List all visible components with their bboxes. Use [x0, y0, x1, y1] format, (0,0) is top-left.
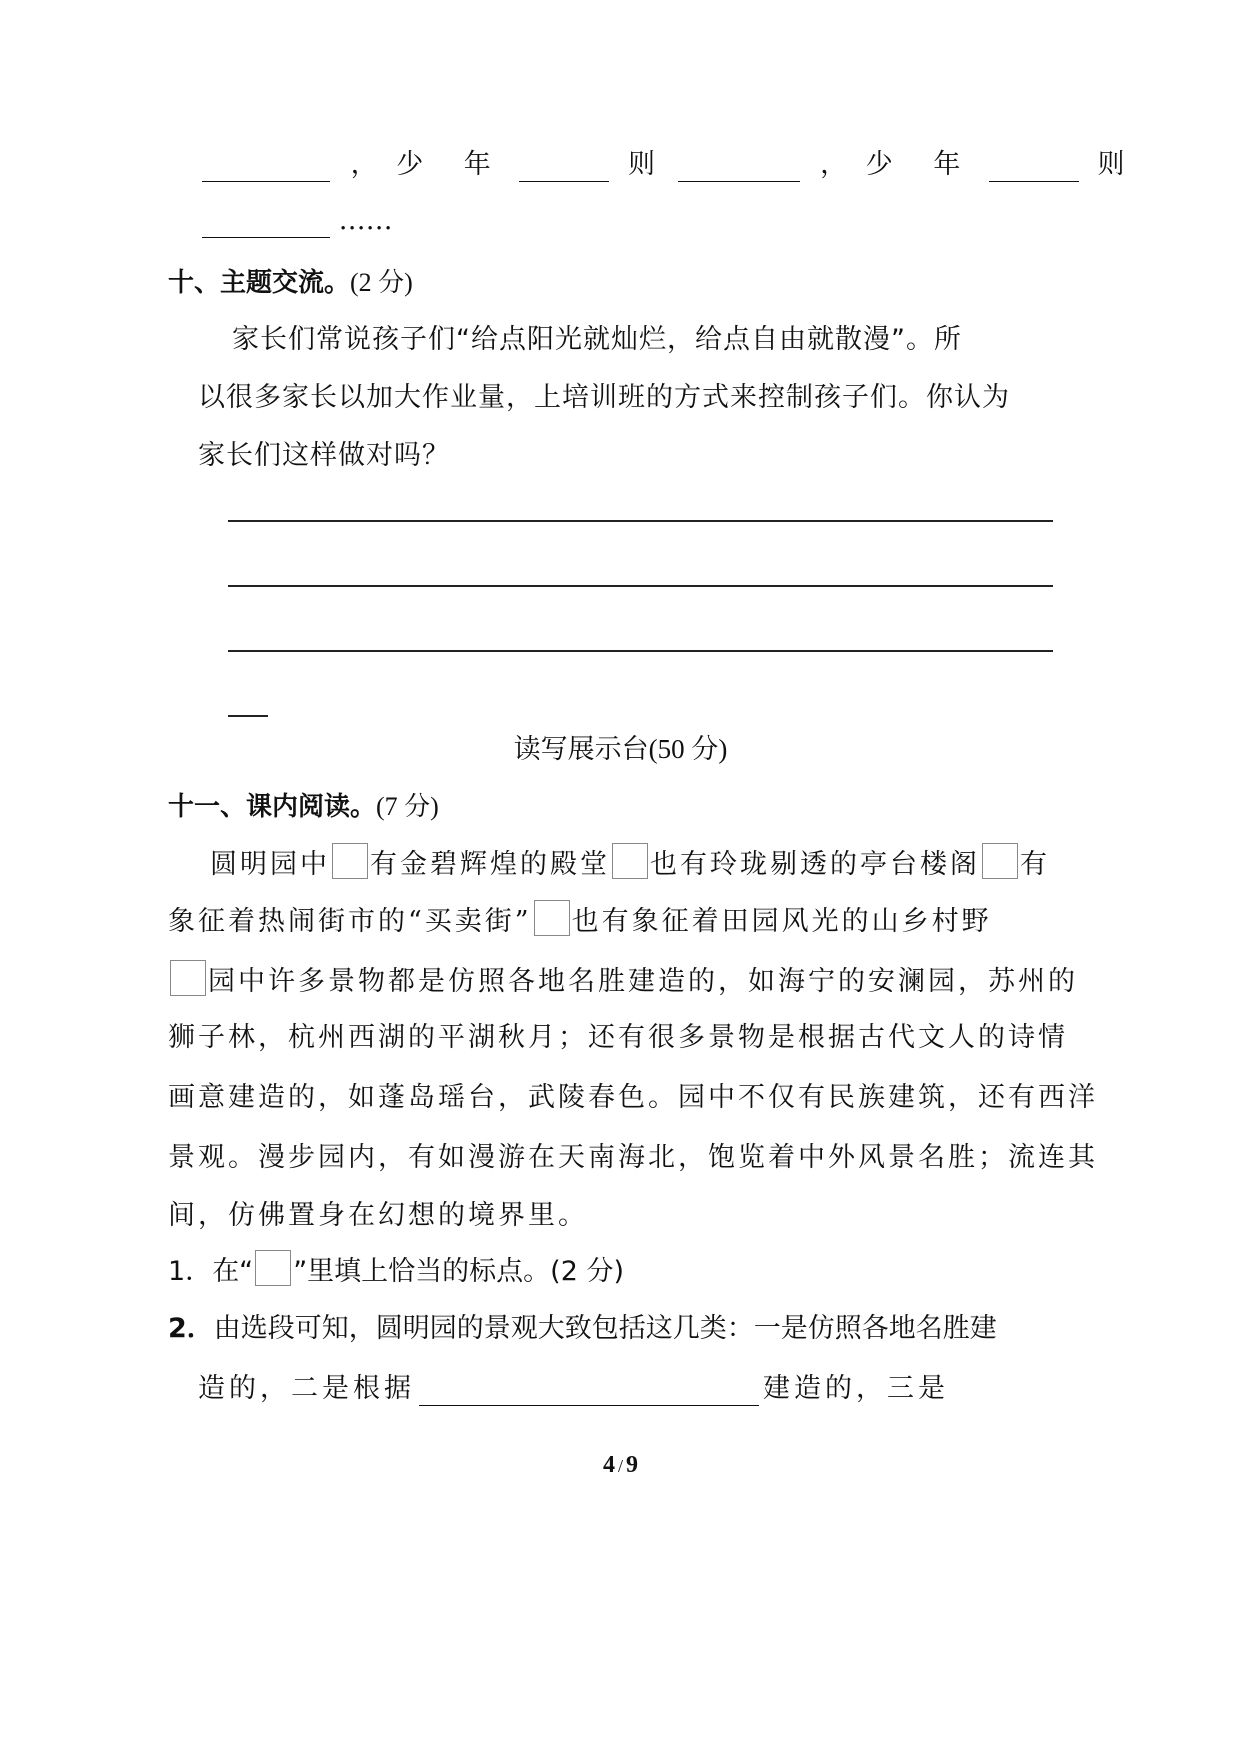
text-shaonian: 少 年 [396, 149, 507, 180]
text-shaonian: 少 年 [865, 149, 977, 180]
section-11-points: (7 分) [376, 792, 439, 821]
answer-line[interactable] [228, 715, 268, 717]
fill-in-continuation-line [198, 148, 1125, 182]
passage-line-2 [168, 900, 992, 937]
blank-field[interactable] [519, 157, 609, 182]
passage-text: 象征着热闹街市的“买卖街” [168, 906, 532, 937]
passage-text: 也有象征着田园风光的山乡村野 [571, 906, 992, 937]
current-page: 4 [602, 1452, 615, 1478]
answer-line[interactable] [228, 585, 1053, 587]
question-2 [168, 1312, 997, 1346]
passage-text: 园中许多景物都是仿照各地名胜建造的，如海宁的安澜园，苏州的 [208, 966, 1078, 997]
answer-line[interactable] [228, 520, 1053, 522]
blank-field[interactable] [202, 213, 330, 238]
comma: ， [820, 149, 848, 180]
text-ze: 则 [627, 149, 655, 180]
punctuation-box[interactable] [612, 843, 648, 879]
passage-line-6: 景观。漫步园内，有如漫游在天南海北，饱览着中外风景名胜；流连其 [168, 1142, 1098, 1173]
section-11-title: 十一、课内阅读。 [168, 792, 377, 822]
punctuation-box[interactable] [982, 843, 1018, 879]
ellipsis: …… [338, 205, 393, 236]
passage-line-3 [168, 960, 1078, 997]
section-10-title: 十、主题交流。 [168, 268, 351, 298]
blank-field[interactable] [989, 157, 1079, 182]
section-10-points: (2 分) [350, 268, 413, 297]
section-10-paragraph-line-3: 家长们这样做对吗？ [198, 440, 450, 471]
blank-field[interactable] [678, 157, 800, 182]
question-number: 1． [168, 1256, 213, 1287]
section-10-paragraph-line-1: 家长们常说孩子们“给点阳光就灿烂，给点自由就散漫”。所 [232, 324, 962, 355]
comma: ， [350, 149, 378, 180]
passage-line-1 [210, 843, 1050, 880]
question-text: 造的，二是根据 [198, 1373, 415, 1404]
total-pages: 9 [626, 1452, 638, 1478]
page-separator: / [617, 1456, 623, 1476]
part-heading: 读写展示台(50 分) [513, 734, 728, 764]
answer-blank[interactable] [419, 1381, 759, 1406]
passage-line-4: 狮子林，杭州西湖的平湖秋月；还有很多景物是根据古代文人的诗情 [168, 1022, 1068, 1053]
answer-line[interactable] [228, 650, 1053, 652]
punctuation-box-example [255, 1250, 291, 1286]
punctuation-box[interactable] [170, 960, 206, 996]
section-10-heading [168, 266, 413, 300]
question-text: ”里填上恰当的标点。(2 分) [293, 1256, 625, 1287]
question-1 [168, 1250, 625, 1287]
question-text: 建造的，三是 [763, 1373, 949, 1404]
punctuation-box[interactable] [534, 900, 570, 936]
passage-text: 也有玲珑剔透的亭台楼阁 [650, 849, 980, 880]
blank-field[interactable] [202, 157, 330, 182]
passage-text: 有金碧辉煌的殿堂 [370, 849, 610, 880]
fill-in-continuation-line-2 [198, 204, 393, 238]
section-10-paragraph-line-2: 以很多家长以加大作业量，上培训班的方式来控制孩子们。你认为 [198, 382, 1010, 413]
page-number [0, 1448, 1241, 1482]
text-ze: 则 [1097, 149, 1125, 180]
passage-line-7: 间，仿佛置身在幻想的境界里。 [168, 1200, 588, 1231]
question-2-line-2 [198, 1372, 949, 1406]
punctuation-box[interactable] [332, 843, 368, 879]
question-number: 2． [168, 1313, 214, 1344]
section-11-heading [168, 790, 439, 824]
question-text: 在“ [212, 1256, 254, 1287]
passage-line-5: 画意建造的，如蓬岛瑶台，武陵春色。园中不仅有民族建筑，还有西洋 [168, 1082, 1098, 1113]
question-text: 由选段可知，圆明园的景观大致包括这几类：一是仿照各地名胜建 [213, 1313, 997, 1344]
passage-text: 圆明园中 [210, 849, 330, 880]
passage-text: 有 [1020, 849, 1050, 880]
